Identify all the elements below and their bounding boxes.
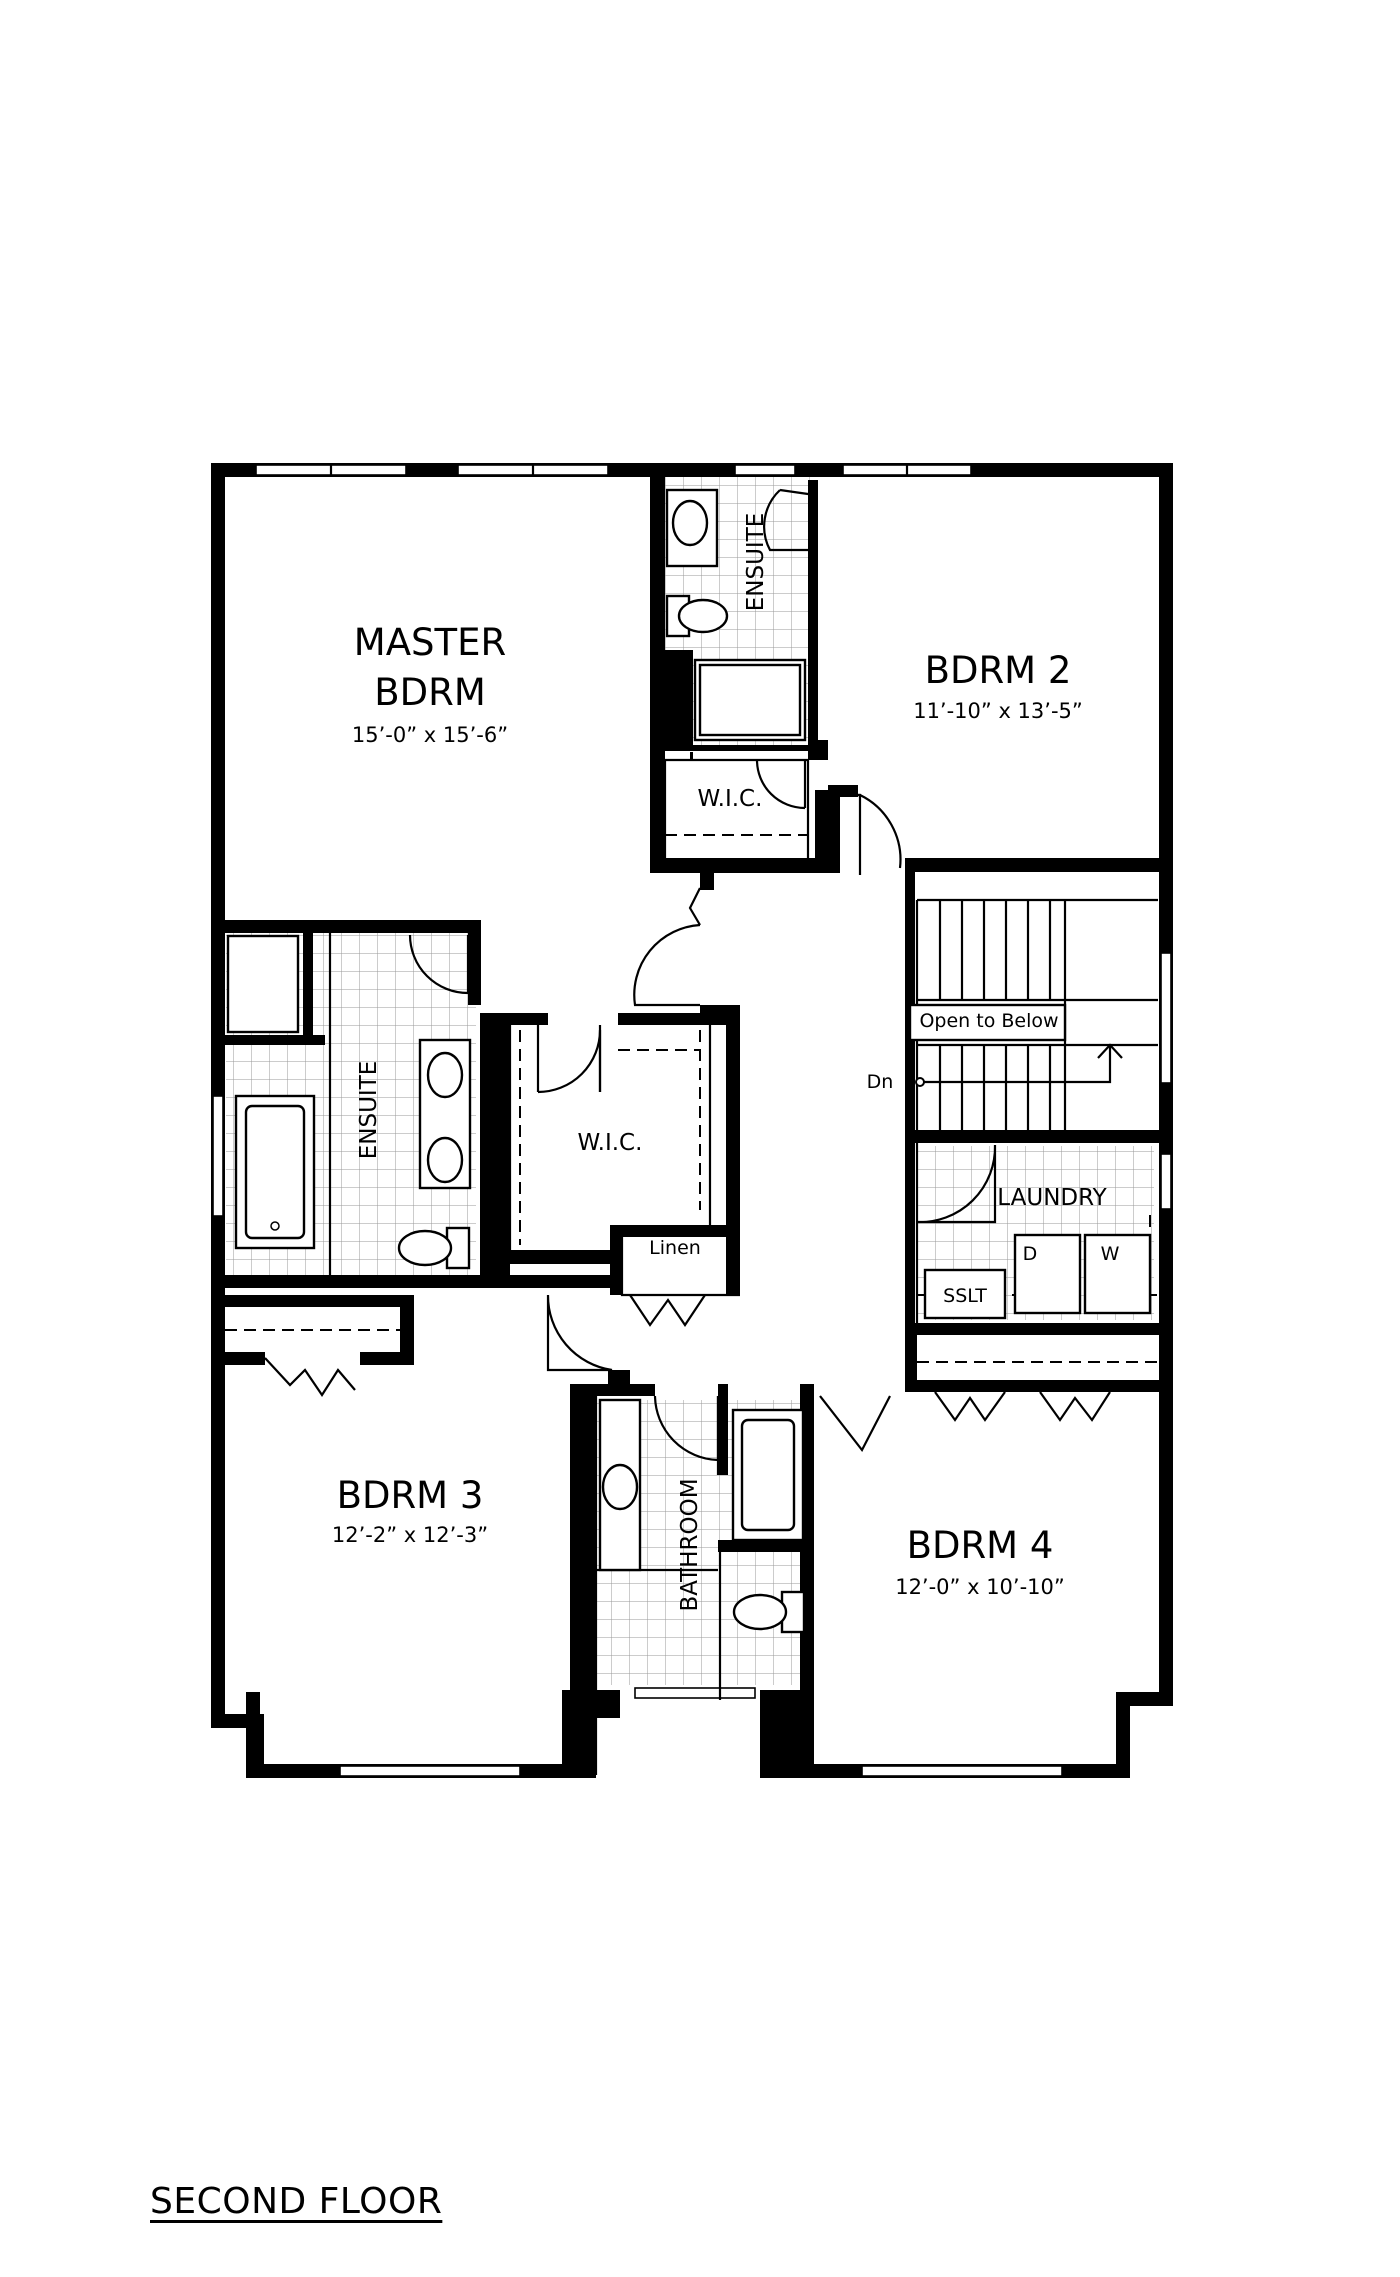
bdrm2-label: BDRM 2 (924, 649, 1072, 692)
bathroom-label: BATHROOM (677, 1478, 703, 1612)
bdrm2-dimensions: 11’-10” x 13’-5” (913, 699, 1083, 723)
laundry-label: LAUNDRY (997, 1185, 1107, 1211)
bdrm2-ensuite-label: ENSUITE (743, 512, 769, 612)
washer-label: W (1100, 1243, 1120, 1265)
master-wic-label: W.I.C. (577, 1130, 643, 1156)
bdrm4-label: BDRM 4 (906, 1524, 1054, 1567)
stairs-down-label: Dn (866, 1071, 894, 1093)
bdrm2-wic-label: W.I.C. (697, 786, 763, 812)
sink-label: SSLT (943, 1285, 987, 1307)
master-bdrm-label-line2: BDRM (374, 671, 486, 714)
bdrm4-dimensions: 12’-0” x 10’-10” (895, 1575, 1065, 1599)
master-bdrm-dimensions: 15’-0” x 15’-6” (351, 723, 509, 747)
linen-label: Linen (649, 1237, 701, 1259)
bdrm3-label: BDRM 3 (336, 1474, 484, 1517)
master-bdrm-label-line1: MASTER (353, 621, 507, 664)
bdrm3-dimensions: 12’-2” x 12’-3” (331, 1523, 489, 1547)
dryer-label: D (1022, 1243, 1038, 1265)
open-to-below-label: Open to Below (919, 1010, 1059, 1032)
master-ensuite-label: ENSUITE (356, 1060, 382, 1160)
floor-title: SECOND FLOOR (150, 2181, 443, 2222)
